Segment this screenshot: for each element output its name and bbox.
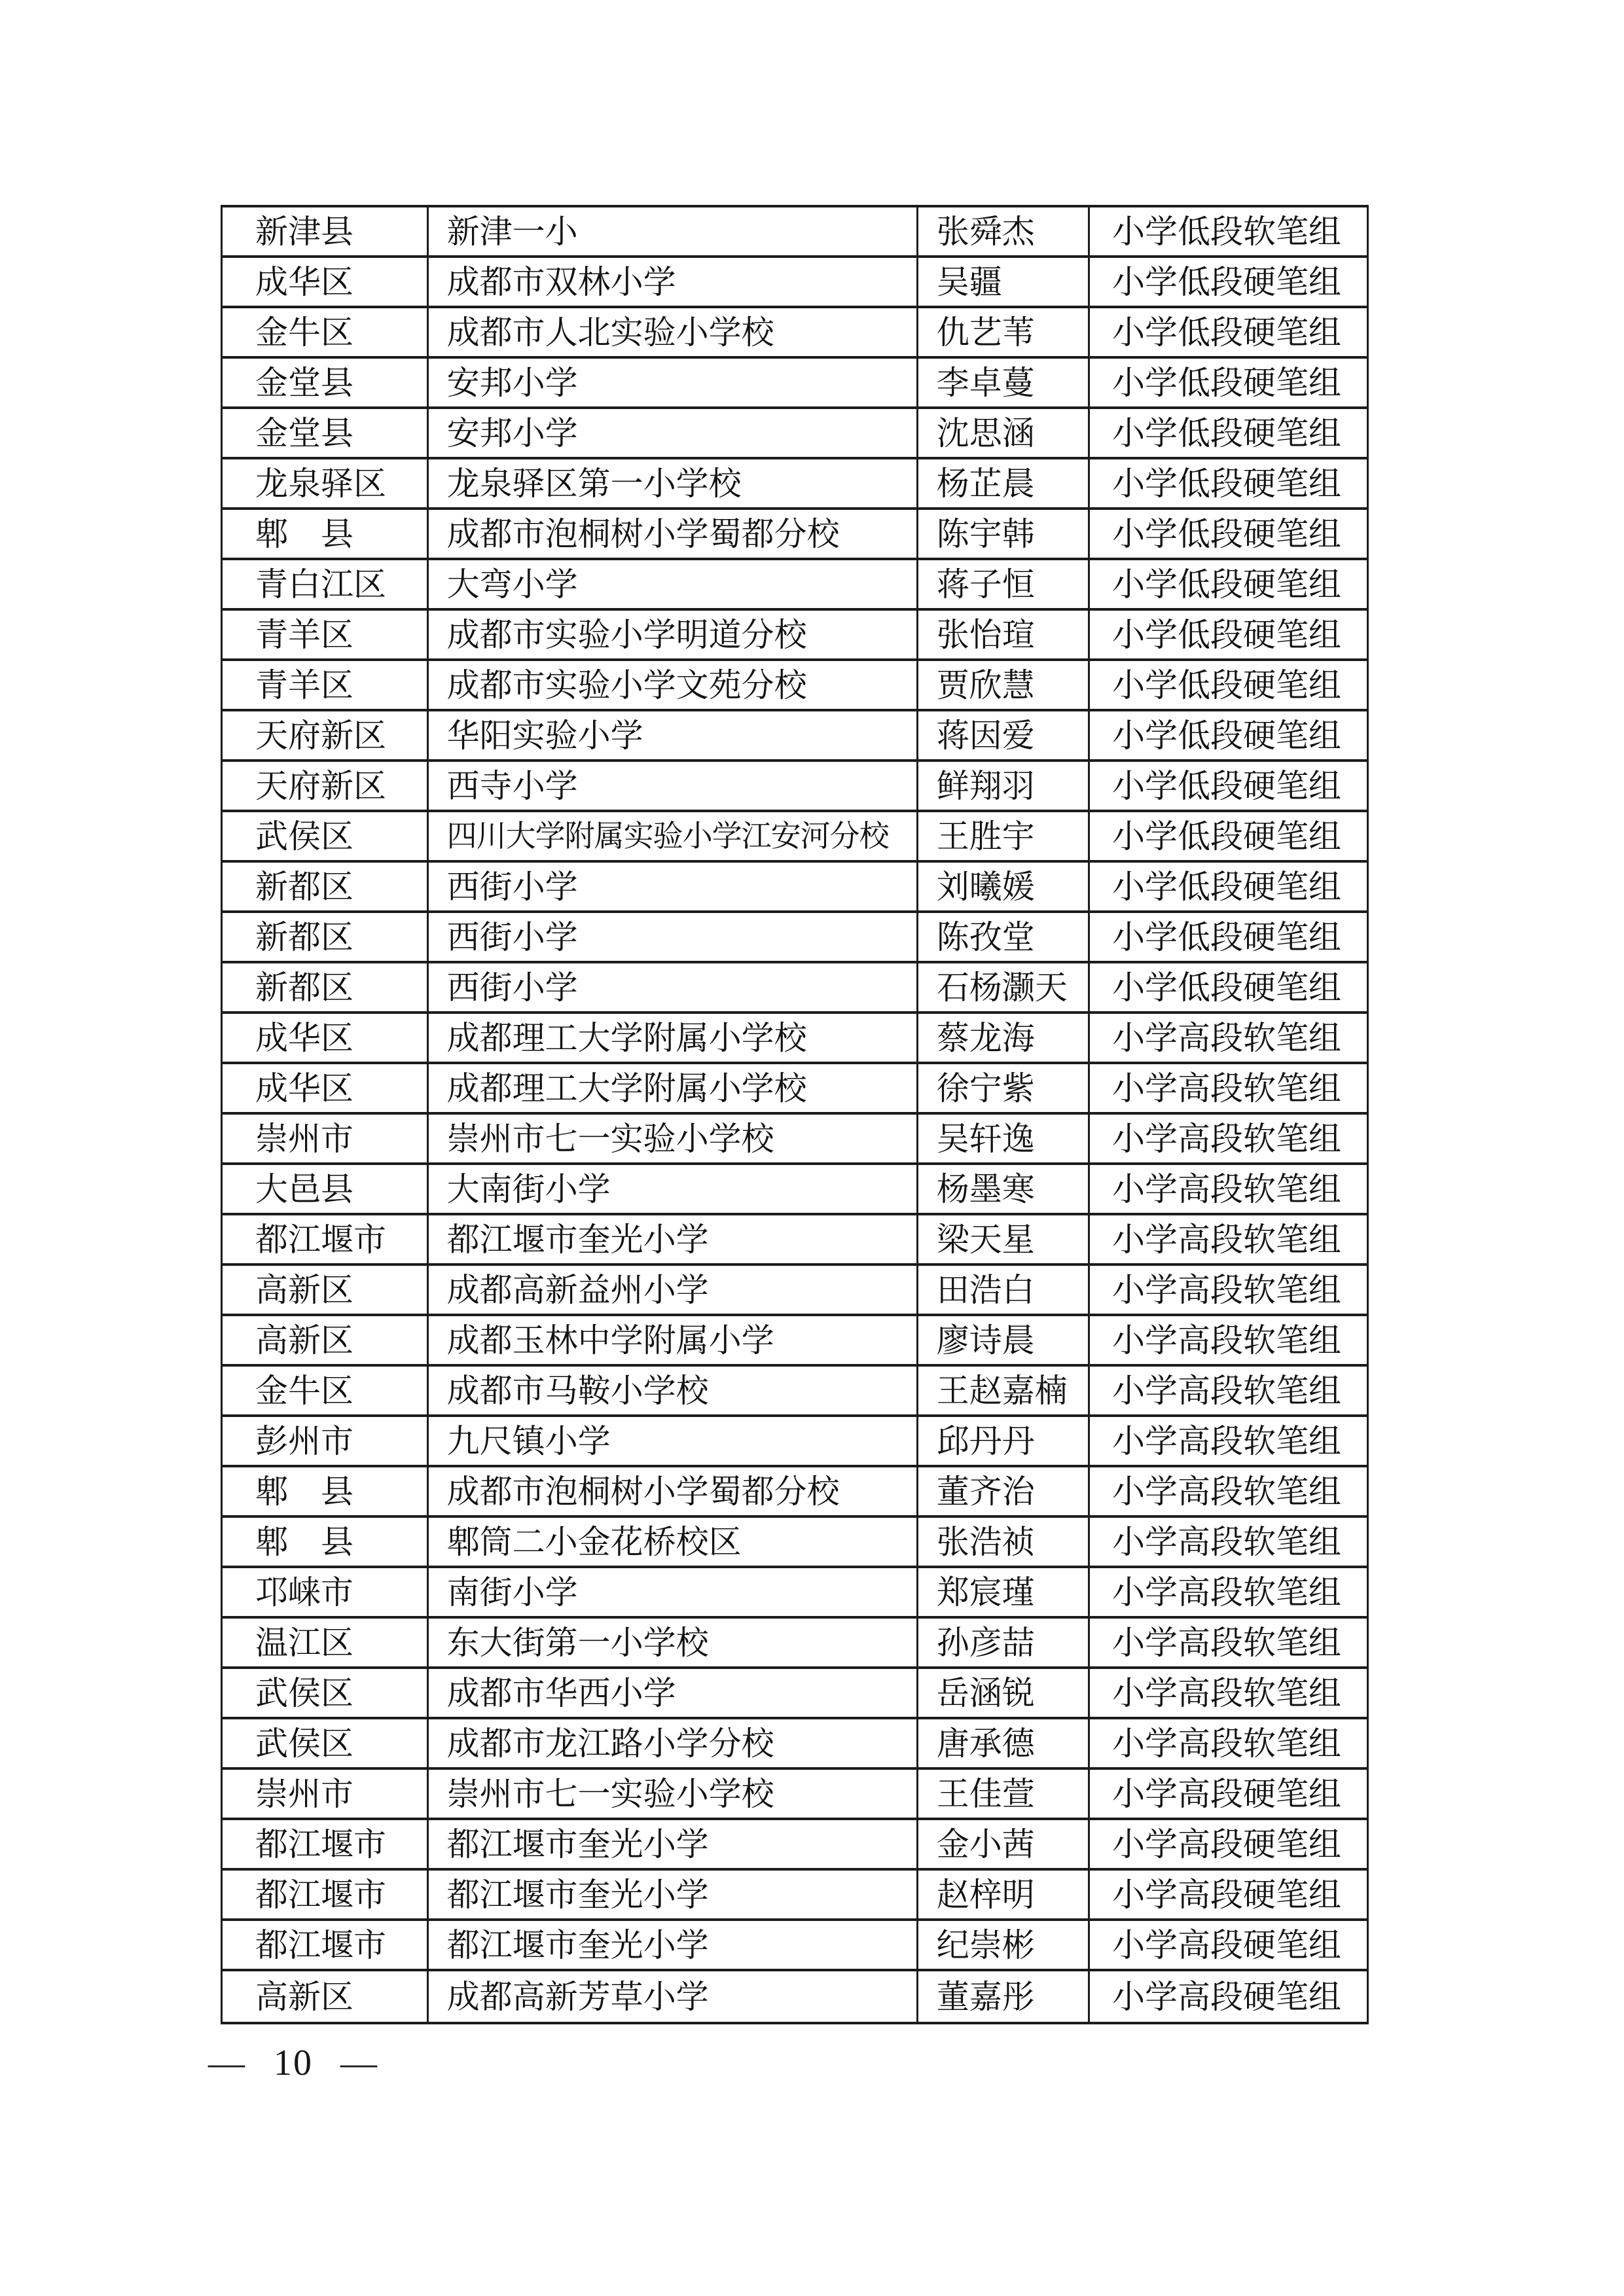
student-cell: 董齐治 — [918, 1467, 1090, 1515]
district-cell: 郫 县 — [223, 1467, 429, 1515]
group-cell: 小学低段硬笔组 — [1111, 616, 1341, 653]
district-cell: 青白江区 — [223, 560, 429, 608]
school-cell: 大弯小学 — [429, 560, 918, 608]
table-row — [223, 1266, 1367, 1316]
school-cell: 成都高新芳草小学 — [429, 1971, 918, 2022]
group-cell: 小学低段硬笔组 — [1111, 314, 1341, 351]
student-cell: 郑宸瑾 — [918, 1568, 1090, 1616]
group-cell: 小学低段硬笔组 — [1111, 817, 1341, 855]
district-cell: 彭州市 — [223, 1417, 429, 1465]
group-cell: 小学低段硬笔组 — [1111, 767, 1341, 804]
table-row — [223, 1417, 1367, 1467]
school-cell: 成都玉林中学附属小学 — [429, 1316, 918, 1364]
school-cell: 大南街小学 — [429, 1165, 918, 1213]
table-row — [223, 863, 1367, 913]
group-cell: 小学高段软笔组 — [1111, 1725, 1341, 1762]
district-cell: 金堂县 — [223, 359, 429, 406]
table-row — [223, 762, 1367, 812]
school-cell: 成都市华西小学 — [429, 1669, 918, 1717]
student-cell: 岳涵锐 — [918, 1669, 1090, 1717]
group-cell: 小学低段硬笔组 — [1111, 666, 1341, 704]
student-cell: 吴疆 — [918, 258, 1090, 306]
table-row — [223, 913, 1367, 963]
table-row — [223, 359, 1367, 409]
school-cell: 成都市泡桐树小学蜀都分校 — [429, 1467, 918, 1515]
district-cell: 金牛区 — [223, 308, 429, 356]
table-row — [223, 1215, 1367, 1266]
school-cell: 成都市实验小学明道分校 — [429, 611, 918, 658]
student-cell: 董嘉彤 — [918, 1971, 1090, 2022]
school-cell: 成都高新益州小学 — [429, 1266, 918, 1314]
district-cell: 武侯区 — [223, 812, 429, 860]
table-row — [223, 1820, 1367, 1871]
school-cell: 安邦小学 — [429, 359, 918, 406]
student-cell: 徐宁紫 — [918, 1064, 1090, 1112]
group-cell: 小学高段软笔组 — [1111, 1523, 1341, 1560]
school-cell: 成都市人北实验小学校 — [429, 308, 918, 356]
group-cell: 小学高段软笔组 — [1111, 1221, 1341, 1258]
district-cell: 新都区 — [223, 913, 429, 961]
student-cell: 唐承德 — [918, 1719, 1090, 1767]
group-cell: 小学高段硬笔组 — [1111, 1825, 1341, 1863]
student-cell: 陈孜堂 — [918, 913, 1090, 961]
group-cell: 小学低段硬笔组 — [1111, 969, 1341, 1006]
table-row — [223, 308, 1367, 359]
group-cell: 小学低段软笔组 — [1111, 213, 1341, 250]
student-cell: 王赵嘉楠 — [918, 1367, 1090, 1414]
table-row — [223, 1518, 1367, 1568]
group-cell: 小学高段软笔组 — [1111, 1573, 1341, 1611]
table-row — [223, 1064, 1367, 1115]
district-cell: 都江堰市 — [223, 1820, 429, 1868]
group-cell: 小学高段硬笔组 — [1111, 1775, 1341, 1812]
district-cell: 成华区 — [223, 1064, 429, 1112]
school-cell: 都江堰市奎光小学 — [429, 1215, 918, 1263]
group-cell: 小学高段软笔组 — [1111, 1321, 1341, 1359]
school-cell: 华阳实验小学 — [429, 711, 918, 759]
school-cell: 四川大学附属实验小学江安河分校 — [429, 812, 918, 860]
student-cell: 沈思涵 — [918, 409, 1090, 457]
district-cell: 武侯区 — [223, 1719, 429, 1767]
table-row — [223, 1316, 1367, 1367]
school-cell: 成都市双林小学 — [429, 258, 918, 306]
district-cell: 高新区 — [223, 1266, 429, 1314]
school-cell: 龙泉驿区第一小学校 — [429, 459, 918, 507]
group-cell: 小学高段软笔组 — [1111, 1170, 1341, 1208]
table-row — [223, 1115, 1367, 1165]
district-cell: 邛崃市 — [223, 1568, 429, 1616]
group-cell: 小学高段软笔组 — [1111, 1422, 1341, 1460]
group-cell: 小学低段硬笔组 — [1111, 364, 1341, 401]
group-cell: 小学高段硬笔组 — [1111, 1926, 1341, 1964]
student-cell: 石杨灏天 — [918, 963, 1090, 1011]
table-row — [223, 812, 1367, 863]
table-row — [223, 1165, 1367, 1215]
student-cell: 田浩白 — [918, 1266, 1090, 1314]
district-cell: 温江区 — [223, 1619, 429, 1666]
group-cell: 小学低段硬笔组 — [1111, 565, 1341, 603]
district-cell: 金堂县 — [223, 409, 429, 457]
district-cell: 新都区 — [223, 863, 429, 910]
school-cell: 崇州市七一实验小学校 — [429, 1115, 918, 1162]
student-cell: 纪崇彬 — [918, 1921, 1090, 1969]
school-cell: 都江堰市奎光小学 — [429, 1921, 918, 1969]
district-cell: 大邑县 — [223, 1165, 429, 1213]
group-cell: 小学高段软笔组 — [1111, 1674, 1341, 1712]
school-cell: 成都市泡桐树小学蜀都分校 — [429, 510, 918, 558]
student-cell: 李卓蔓 — [918, 359, 1090, 406]
school-cell: 西街小学 — [429, 963, 918, 1011]
group-cell: 小学低段硬笔组 — [1111, 263, 1341, 300]
student-cell: 刘曦媛 — [918, 863, 1090, 910]
district-cell: 成华区 — [223, 258, 429, 306]
school-cell: 都江堰市奎光小学 — [429, 1820, 918, 1868]
group-cell: 小学低段硬笔组 — [1111, 918, 1341, 956]
table-row — [223, 1014, 1367, 1064]
group-cell: 小学高段硬笔组 — [1111, 1876, 1341, 1913]
student-cell: 孙彦喆 — [918, 1619, 1090, 1666]
group-cell: 小学低段硬笔组 — [1111, 717, 1341, 754]
table-row — [223, 1921, 1367, 1971]
district-cell: 高新区 — [223, 1971, 429, 2022]
student-cell: 蔡龙海 — [918, 1014, 1090, 1062]
district-cell: 郫 县 — [223, 1518, 429, 1566]
school-cell: 东大街第一小学校 — [429, 1619, 918, 1666]
table-row — [223, 661, 1367, 711]
district-cell: 崇州市 — [223, 1770, 429, 1818]
student-cell: 王胜宇 — [918, 812, 1090, 860]
school-cell: 西街小学 — [429, 913, 918, 961]
student-cell: 陈宇韩 — [918, 510, 1090, 558]
student-cell: 王佳萱 — [918, 1770, 1090, 1818]
student-cell: 蒋子恒 — [918, 560, 1090, 608]
district-cell: 新都区 — [223, 963, 429, 1011]
district-cell: 都江堰市 — [223, 1871, 429, 1918]
group-cell: 小学高段软笔组 — [1111, 1019, 1341, 1056]
student-cell: 金小茜 — [918, 1820, 1090, 1868]
group-cell: 小学高段软笔组 — [1111, 1372, 1341, 1409]
district-cell: 龙泉驿区 — [223, 459, 429, 507]
student-cell: 赵梓明 — [918, 1871, 1090, 1918]
school-cell: 九尺镇小学 — [429, 1417, 918, 1465]
table-row — [223, 1619, 1367, 1669]
student-cell: 张怡瑄 — [918, 611, 1090, 658]
school-cell: 成都理工大学附属小学校 — [429, 1064, 918, 1112]
district-cell: 青羊区 — [223, 611, 429, 658]
table-row — [223, 711, 1367, 762]
table-row — [223, 207, 1367, 258]
awards-table — [221, 205, 1369, 2024]
district-cell: 天府新区 — [223, 762, 429, 810]
school-cell: 成都市马鞍小学校 — [429, 1367, 918, 1414]
table-row — [223, 1669, 1367, 1719]
student-cell: 杨芷晨 — [918, 459, 1090, 507]
group-cell: 小学高段软笔组 — [1111, 1473, 1341, 1510]
school-cell: 西寺小学 — [429, 762, 918, 810]
table-row — [223, 1367, 1367, 1417]
table-row — [223, 459, 1367, 510]
student-cell: 蒋因爱 — [918, 711, 1090, 759]
student-cell: 张舜杰 — [918, 207, 1090, 255]
group-cell: 小学高段硬笔组 — [1111, 1978, 1341, 2015]
district-cell: 崇州市 — [223, 1115, 429, 1162]
school-cell: 成都理工大学附属小学校 — [429, 1014, 918, 1062]
group-cell: 小学低段硬笔组 — [1111, 414, 1341, 452]
district-cell: 青羊区 — [223, 661, 429, 709]
group-cell: 小学低段硬笔组 — [1111, 868, 1341, 905]
district-cell: 郫 县 — [223, 510, 429, 558]
student-cell: 吴轩逸 — [918, 1115, 1090, 1162]
school-cell: 成都市实验小学文苑分校 — [429, 661, 918, 709]
page-number: — 10 — — [208, 2043, 378, 2083]
school-cell: 郫筒二小金花桥校区 — [429, 1518, 918, 1566]
table-row — [223, 510, 1367, 560]
district-cell: 都江堰市 — [223, 1215, 429, 1263]
district-cell: 武侯区 — [223, 1669, 429, 1717]
table-row — [223, 1971, 1367, 2022]
table-row — [223, 258, 1367, 308]
table-row — [223, 963, 1367, 1014]
group-cell: 小学高段软笔组 — [1111, 1069, 1341, 1107]
school-cell: 新津一小 — [429, 207, 918, 255]
student-cell: 廖诗晨 — [918, 1316, 1090, 1364]
school-cell: 崇州市七一实验小学校 — [429, 1770, 918, 1818]
school-cell: 安邦小学 — [429, 409, 918, 457]
table-row — [223, 1467, 1367, 1518]
student-cell: 邱丹丹 — [918, 1417, 1090, 1465]
student-cell: 梁天星 — [918, 1215, 1090, 1263]
table-row — [223, 560, 1367, 611]
group-cell: 小学高段软笔组 — [1111, 1271, 1341, 1308]
table-row — [223, 1770, 1367, 1820]
group-cell: 小学低段硬笔组 — [1111, 465, 1341, 502]
group-cell: 小学高段软笔组 — [1111, 1120, 1341, 1157]
table-row — [223, 1871, 1367, 1921]
group-cell: 小学低段硬笔组 — [1111, 515, 1341, 552]
group-cell: 小学高段软笔组 — [1111, 1624, 1341, 1661]
table-row — [223, 1568, 1367, 1619]
school-cell: 都江堰市奎光小学 — [429, 1871, 918, 1918]
district-cell: 都江堰市 — [223, 1921, 429, 1969]
table-row — [223, 1719, 1367, 1770]
school-cell: 西街小学 — [429, 863, 918, 910]
district-cell: 成华区 — [223, 1014, 429, 1062]
student-cell: 贾欣慧 — [918, 661, 1090, 709]
student-cell: 杨墨寒 — [918, 1165, 1090, 1213]
district-cell: 新津县 — [223, 207, 429, 255]
table-row — [223, 409, 1367, 459]
district-cell: 高新区 — [223, 1316, 429, 1364]
school-cell: 成都市龙江路小学分校 — [429, 1719, 918, 1767]
school-cell: 南街小学 — [429, 1568, 918, 1616]
student-cell: 张浩祯 — [918, 1518, 1090, 1566]
student-cell: 鲜翔羽 — [918, 762, 1090, 810]
district-cell: 天府新区 — [223, 711, 429, 759]
table-row — [223, 611, 1367, 661]
student-cell: 仇艺苇 — [918, 308, 1090, 356]
district-cell: 金牛区 — [223, 1367, 429, 1414]
